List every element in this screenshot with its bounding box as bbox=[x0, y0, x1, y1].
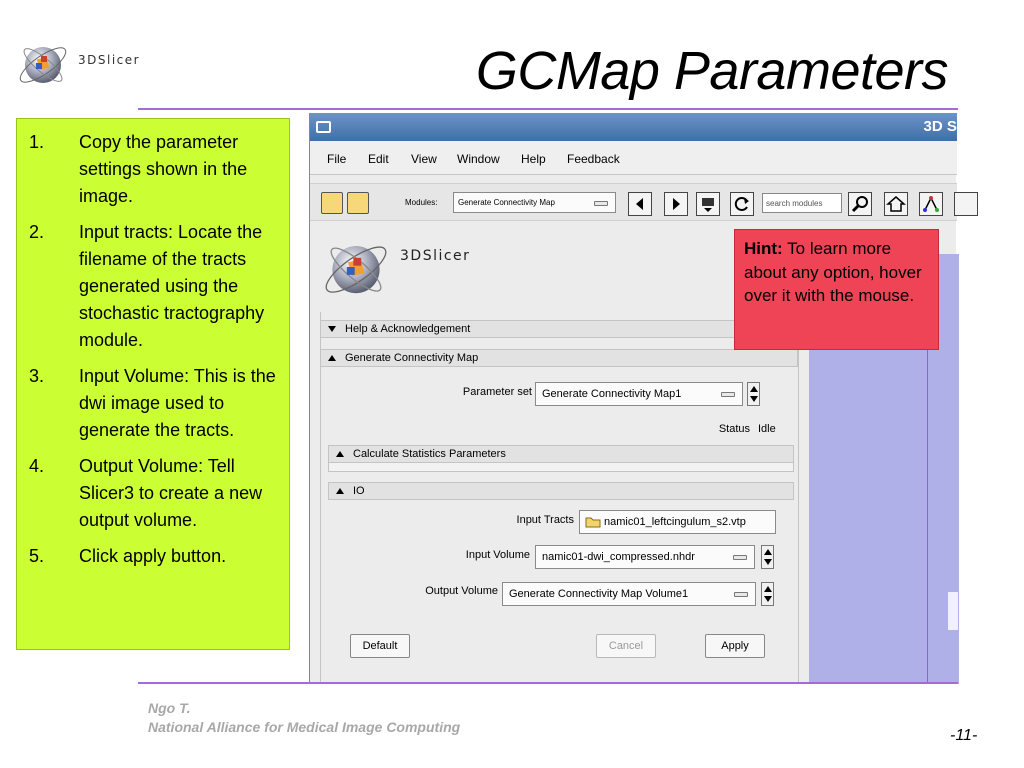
toolbar-overflow[interactable] bbox=[954, 192, 978, 216]
module-selector[interactable]: Generate Connectivity Map bbox=[453, 192, 616, 213]
down-arrow-icon bbox=[750, 396, 758, 402]
instruction-step: 1. Copy the parameter settings shown in the image. bbox=[29, 132, 248, 206]
dropdown-icon bbox=[721, 392, 735, 397]
up-arrow-icon bbox=[764, 586, 772, 592]
module-history-button[interactable] bbox=[696, 192, 720, 216]
instruction-box bbox=[16, 118, 290, 650]
up-arrow-icon bbox=[750, 386, 758, 392]
slicer-sphere-icon bbox=[16, 34, 74, 92]
parameter-set-label: Parameter set bbox=[462, 386, 532, 398]
panel-border bbox=[320, 312, 321, 682]
refresh-icon bbox=[731, 193, 753, 215]
window-menu-icon[interactable] bbox=[316, 121, 331, 133]
panel-slicer-logo bbox=[318, 229, 474, 305]
home-icon bbox=[885, 193, 907, 215]
output-volume-label: Output Volume bbox=[425, 585, 498, 597]
section-calculate-statistics[interactable]: Calculate Statistics Parameters bbox=[328, 445, 794, 463]
import-data-icon[interactable] bbox=[347, 192, 369, 214]
menu-bar bbox=[310, 141, 957, 175]
menu-feedback[interactable]: Feedback bbox=[567, 152, 620, 166]
status-label: Status bbox=[718, 423, 750, 435]
input-tracts-label: Input Tracts bbox=[516, 514, 574, 526]
home-button[interactable] bbox=[884, 192, 908, 216]
menu-file[interactable]: File bbox=[327, 152, 347, 166]
instruction-step: 3. Input Volume: This is the dwi image used to generate the tracts. bbox=[29, 366, 276, 440]
panel-border bbox=[798, 312, 799, 682]
tree-icon bbox=[920, 193, 942, 215]
input-volume-stepper[interactable] bbox=[761, 545, 774, 569]
folder-icon bbox=[585, 516, 601, 528]
next-module-button[interactable] bbox=[664, 192, 688, 216]
dropdown-icon bbox=[734, 592, 748, 597]
calc-section-body bbox=[328, 463, 794, 472]
section-io[interactable]: IO bbox=[328, 482, 794, 500]
expand-arrow-icon bbox=[328, 355, 336, 361]
hint-box bbox=[734, 229, 939, 350]
hint-label: Hint: bbox=[744, 239, 783, 258]
instruction-step: 5. Click apply button. bbox=[29, 546, 227, 566]
menu-help[interactable]: Help bbox=[521, 152, 546, 166]
parameter-set-stepper[interactable] bbox=[747, 382, 760, 406]
dropdown-icon bbox=[594, 201, 608, 206]
slicer-logo bbox=[16, 34, 146, 94]
expand-arrow-icon bbox=[336, 451, 344, 457]
arrow-left-icon bbox=[629, 193, 651, 215]
data-tree-button[interactable] bbox=[919, 192, 943, 216]
page-number: -11- bbox=[950, 727, 978, 744]
up-arrow-icon bbox=[764, 549, 772, 555]
slicer-sphere-icon bbox=[318, 229, 394, 305]
menu-edit[interactable]: Edit bbox=[368, 152, 389, 166]
panel-logo-text: 3DSlicer bbox=[400, 248, 471, 264]
parameter-set-select[interactable]: Generate Connectivity Map1 bbox=[535, 382, 743, 406]
menu-view[interactable]: View bbox=[411, 152, 437, 166]
module-toolbar bbox=[310, 183, 957, 221]
window-titlebar bbox=[310, 113, 961, 141]
slicer-window bbox=[309, 113, 961, 683]
cancel-button[interactable]: Cancel bbox=[596, 634, 656, 658]
window-title: 3D Sl bbox=[923, 118, 961, 135]
input-tracts-file[interactable]: namic01_leftcingulum_s2.vtp bbox=[579, 510, 776, 534]
instruction-list bbox=[29, 129, 281, 570]
expand-arrow-icon bbox=[336, 488, 344, 494]
history-icon bbox=[697, 193, 719, 215]
arrow-right-icon bbox=[665, 193, 687, 215]
top-divider bbox=[138, 108, 958, 110]
instruction-step: 4. Output Volume: Tell Slicer3 to create a new output volume. bbox=[29, 456, 263, 530]
output-volume-stepper[interactable] bbox=[761, 582, 774, 606]
search-button[interactable] bbox=[848, 192, 872, 216]
modules-label: Modules: bbox=[405, 198, 438, 207]
load-scene-icon[interactable] bbox=[321, 192, 343, 214]
menu-window[interactable]: Window bbox=[457, 152, 500, 166]
slide-title: GCMap Parameters bbox=[475, 41, 948, 101]
footer-organization: National Alliance for Medical Image Computing bbox=[148, 719, 461, 735]
bottom-divider bbox=[138, 682, 958, 684]
view-glyph bbox=[948, 592, 958, 630]
apply-button[interactable]: Apply bbox=[705, 634, 765, 658]
section-generate-connectivity-map[interactable]: Generate Connectivity Map bbox=[320, 349, 798, 367]
dropdown-icon bbox=[733, 555, 747, 560]
input-volume-select[interactable]: namic01-dwi_compressed.nhdr bbox=[535, 545, 755, 569]
prev-module-button[interactable] bbox=[628, 192, 652, 216]
down-arrow-icon bbox=[764, 596, 772, 602]
search-modules-input[interactable]: search modules bbox=[762, 193, 842, 213]
output-volume-select[interactable]: Generate Connectivity Map Volume1 bbox=[502, 582, 756, 606]
hint-text: To learn more about any option, hover over it with the mouse. bbox=[744, 239, 922, 305]
section-help-acknowledgement[interactable]: Help & Acknowledgement bbox=[320, 320, 798, 338]
default-button[interactable]: Default bbox=[350, 634, 410, 658]
down-arrow-icon bbox=[764, 559, 772, 565]
collapse-arrow-icon bbox=[328, 326, 336, 332]
search-icon bbox=[849, 193, 871, 215]
footer-author: Ngo T. bbox=[148, 700, 191, 716]
refresh-button[interactable] bbox=[730, 192, 754, 216]
status-value: Idle bbox=[758, 423, 776, 435]
input-volume-label: Input Volume bbox=[465, 549, 530, 561]
logo-text: 3DSlicer bbox=[78, 53, 141, 67]
instruction-step: 2. Input tracts: Locate the filename of the tracts generated using the stochastic tractography module. bbox=[29, 222, 265, 350]
